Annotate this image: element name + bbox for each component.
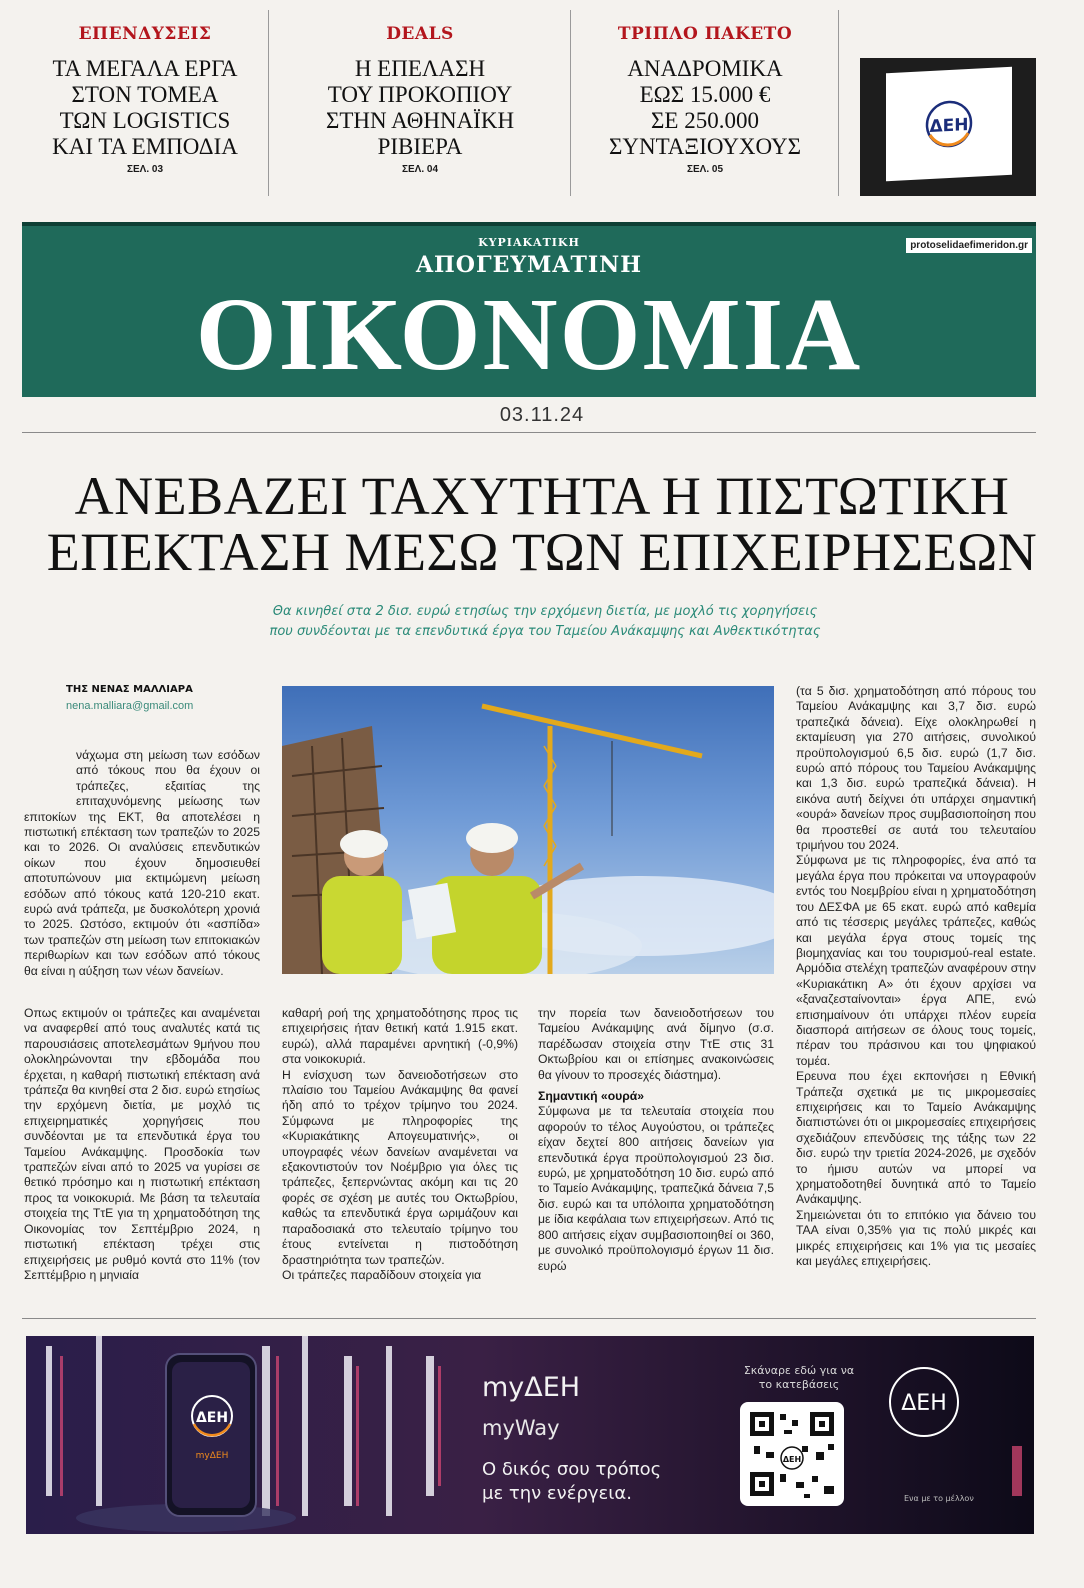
phone-app-label: myΔΕΗ: [195, 1451, 229, 1461]
article-photo: [282, 686, 774, 974]
dei-logo-text: ΔΕΗ: [929, 114, 969, 138]
source-watermark: protoselidaefimeridon.gr: [906, 238, 1032, 253]
mydei-advertisement[interactable]: [26, 1336, 1034, 1534]
column-divider: [570, 10, 571, 196]
article-column-4: (τα 5 δισ. χρηματοδότηση από πόρους του Ταμείου Ανάκαμψης και 3,7 δισ. ευρώ τραπεζικά δάνεια). Είχε ολοκληρωθεί η εκταμίευση για 270 αιτήσεις, συνολικού προϋπολογισμού 6,5 δισ. ευρώ (1,7 δισ. ευρώ από πόρους του Ταμείου Ανάκαμψης και 1,3 δισ. ευρώ τραπεζικά δάνεια). Η εικόνα αυτή δείχνει ότι υπάρχει σημαντική «ουρά» δανείων προς συμβασιοποίηση που θα προστεθεί σε αυτά του τελευταίου τριμήνου του 2024. Σύμφωνα με τις πληροφορίες, ένα από τα μεγάλα έργα που πρόκειται να υπογραφούν εντός του Νοεμβρίου είναι η χρηματοδότηση του ΔΕΣΦΑ με 65 εκατ. ευρώ από καθεμία από τις τέσσερις μεγάλες τράπεζες, καθώς και μεγάλα έργα στους τομείς της βιομηχανίας και του τουρισμού-real estate. Αρμόδια στελέχη τραπεζών αναφέρουν στην «Κυριακάτικη Α» ότι έχουν αρχίσει να «ξαναζεσταίνονται» έργα ΑΠΕ, ενώ επισημαίνουν ότι υπάρχει πλέον ευρεία διασπορά αιτήσεων σε όλους τους τομείς, πέραν του πράσινου και του ψηφιακού τομέα. Ερευνα που έχει εκπονήσει η Εθνική Τράπεζα σχετικά με τις μικρομεσαίες επιχειρήσεις και το Ταμείο Ανάκαμψης διαπιστώνει ότι οι μικρομεσαίες επιχειρήσεις σχεδιάζουν επενδύσεις της τάξης των 22 δισ. ευρώ την τριετία 2024-2026, με σχεδόν το ήμισυ αυτών να μπορεί να χρηματοδοτηθεί δυνητικά από το Ταμείο Ανάκαμψης. Σημειώνεται ότι το επιτόκιο για δάνειο του ΤΑΑ είναι 0,35% για τις πολύ μικρές και μικρές επιχειρήσεις και 1% για τις μεσαίες και μεγάλες επιχειρήσεις.: [796, 684, 1036, 1269]
teaser-page-ref: ΣΕΛ. 04: [401, 164, 439, 175]
qr-logo-text: ΔΕΗ: [782, 1455, 802, 1464]
dei-logo-box: [860, 58, 1036, 196]
article-column-3: την πορεία των δανειοδοτήσεων του Ταμείου Ανάκαμψης ανά δίμηνο (σ.σ. παρέδωσαν στοιχεία στην ΤτΕ στις 31 Οκτωβρίου και οι επίσημες ανακοινώσεις θα γίνουν το προσεχές διάστημα). Σημαντική «ουρά» Σύμφωνα με τα τελευταία στοιχεία που αφορούν το τέλος Αυγούστου, οι τράπεζες είχαν δεχτεί 800 αιτήσεις δανείων για επενδυτικά έργα προϋπολογισμού 23 δισ. ευρώ, με χρηματοδότηση 10 δισ. ευρώ από το Ταμείο Ανάκαμψης, τραπεζικά δάνεια 7,5 δισ. ευρώ και τα υπόλοιπα χρηματοδότηση με ίδια κεφάλαια των επιχειρήσεων. Από τις 800 αιτήσεις είχαν συμβασιοποιηθεί οι 360, με συνολικό προϋπολογισμό έργων 11 δισ. ευρώ: [538, 1006, 774, 1273]
drop-cap-space: [24, 748, 76, 808]
ad-tagline: Ενα με το μέλλον: [904, 1494, 974, 1503]
article-column-2: καθαρή ροή της χρηματοδότησης προς τις επιχειρήσεις ήταν θετική κατά 1.915 εκατ. ευρώ), αλλά παραμένει αρνητική (-0,9%) στα νοικοκυριά. Η ενίσχυση των δανειοδοτήσεων στο πλαίσιο του Ταμείου Ανάκαμψης θα φανεί ήδη από το τρέχον τρίμηνο του 2024. Σύμφωνα με πληροφορίες της «Κυριακάτικης Απογευματινής», οι υπογραφές νέων δανείων αναμένεται να εξακοντιστούν τον Νοέμβριο για όλες τις τράπεζες, ξεπερνώντας ακόμη και τις 20 φορές σε σχέση με αυτές του Οκτωβρίου, καθώς τα επενδυτικά έργα ωριμάζουν και παραδοσιακά στο τελευταίο τρίμηνο του έτους εντείνεται η πιστοδότηση δραστηριότητα των τραπεζών. Οι τράπεζες παραδίδουν στοιχεία για: [282, 1006, 518, 1282]
date-rule: [22, 432, 1036, 433]
teaser-investments[interactable]: [22, 14, 268, 198]
article-column-1b: Οπως εκτιμούν οι τράπεζες και αναμένεται να αναφερθεί από τους αναλυτές κατά τις παρουσιάσεις αποτελεσμάτων 9μήνου που ολοκληρώνονται την εβδομάδα που έρχεται, η καθαρή πιστωτική επέκταση ανά τράπεζα θα κινηθεί στα 2 δισ. ευρώ ετησίως την ερχόμενη διετία, με μοχλό τις επιχειρηματικές χορηγήσεις που συνδέονται με τα επενδυτικά έργα του Ταμείου Ανάκαμψης. Προσδοκία των τραπεζών είναι από το 2025 να γυρίσει σε θετικό πρόσημο και η πιστωτική επέκταση προς τα νοικοκυριά. Με βάση τα τελευταία στοιχεία της ΤτΕ για τη χρηματοδότηση της Οικονομίας τον Σεπτέμβριο 2024, η πιστωτική επέκταση τρέχει στις επιχειρήσεις με ρυθμό κοντά στο 11% (τον Σεπτέμβριο η μηνιαία: [24, 1006, 260, 1282]
qr-code-icon: [740, 1402, 844, 1506]
issue-date: 03.11.24: [499, 404, 585, 426]
column-divider: [838, 10, 839, 196]
masthead-title: ΟΙΚΟΝΟΜΙΑ: [195, 277, 863, 392]
construction-workers-image: [282, 686, 774, 974]
masthead-publication: ΑΠΟΓΕΥΜΑΤΙΝΗ: [415, 252, 643, 278]
author-byline: ΤΗΣ ΝΕΝΑΣ ΜΑΛΛΙΑΡΑ: [66, 684, 193, 695]
logo-card: [886, 67, 1012, 182]
article-column-1a: νάχωμα στη μείωση των εσόδων από τόκους που θα έχουν οι τράπεζες, εξαιτίας της επιταχυνόμενης μείωσης των επιτοκίων της ΕΚΤ, θα αποτελέσει η πιστωτική επέκταση των τραπεζών το 2025 και το 2026. Οι αναλύσεις επενδυτικών οίκων που έχουν δημοσιευθεί αποτυπώνουν μια εκτιμώμενη μείωση εσόδων από τόκους κατά 120-210 εκατ. ευρώ ανά τράπεζα, με δυσκολότερη χρονιά το 2025. Ωστόσο, εκτιμούν ότι «ασπίδα» των τραπεζών στη μείωση των επιτοκιακών περιθωρίων και των εσόδων από τόκους θα είναι η αύξηση των νέων δανείων.: [24, 748, 260, 978]
column-divider: [268, 10, 269, 196]
teaser-pension-package[interactable]: [574, 14, 836, 198]
teaser-kicker: ΕΠΕΝΔΥΣΕΙΣ: [78, 24, 212, 44]
teaser-page-ref: ΣΕΛ. 03: [126, 164, 164, 175]
ad-app-name: myΔΕΗ: [482, 1372, 581, 1403]
ad-subtitle: myWay: [482, 1416, 560, 1440]
section-subheading: Σημαντική «ουρά»: [538, 1089, 645, 1104]
scan-instruction: Σκάναρε εδώ για να το κατεβάσεις: [743, 1364, 855, 1391]
ad-rule: [22, 1318, 1036, 1319]
ad-slogan: Ο δικός σου τρόπος με την ενέργεια.: [482, 1459, 662, 1504]
teaser-headline: Η ΕΠΕΛΑΣΗ ΤΟΥ ΠΡΟΚΟΠΙΟΥ ΣΤΗΝ ΑΘΗΝΑΪΚΗ ΡΙΒΙΕΡΑ: [325, 56, 515, 159]
teaser-kicker: ΤΡΙΠΛΟ ΠΑΚΕΤΟ: [617, 24, 793, 44]
qr-code[interactable]: [740, 1402, 844, 1506]
ad-brand-logo: ΔΕΗ: [901, 1391, 947, 1416]
main-headline: ΑΝΕΒΑΖΕΙ ΤΑΧΥΤΗΤΑ Η ΠΙΣΤΩΤΙΚΗ ΕΠΕΚΤΑΣΗ ΜΕΣΩ ΤΩΝ ΕΠΙΧΕΙΡΗΣΕΩΝ: [46, 466, 1038, 582]
masthead: [22, 222, 1036, 397]
masthead-kicker: ΚΥΡΙΑΚΑΤΙΚΗ: [478, 236, 580, 249]
teaser-headline: ΤΑ ΜΕΓΑΛΑ ΕΡΓΑ ΣΤΟΝ ΤΟΜΕΑ ΤΩΝ LOGISTICS ΚΑΙ ΤΑ ΕΜΠΟΔΙΑ: [52, 56, 238, 159]
phone-logo-text: ΔΕΗ: [195, 1410, 229, 1426]
teaser-headline: ΑΝΑΔΡΟΜΙΚΑ ΕΩΣ 15.000 € ΣΕ 250.000 ΣΥΝΤΑΞΙΟΥΧΟΥΣ: [608, 56, 802, 159]
subheadline: Θα κινηθεί στα 2 δισ. ευρώ ετησίως την ερχόμενη διετία, με μοχλό τις χορηγήσεις που συνδέονται με τα επενδυτικά έργα του Ταμείου Ανάκαμψης και Ανθεκτικότητας: [269, 604, 821, 639]
teaser-kicker: DEALS: [386, 24, 454, 44]
dei-logo-icon: [886, 67, 1012, 182]
teaser-deals[interactable]: [272, 14, 568, 198]
author-email[interactable]: nena.malliara@gmail.com: [66, 700, 194, 712]
teaser-page-ref: ΣΕΛ. 05: [686, 164, 724, 175]
